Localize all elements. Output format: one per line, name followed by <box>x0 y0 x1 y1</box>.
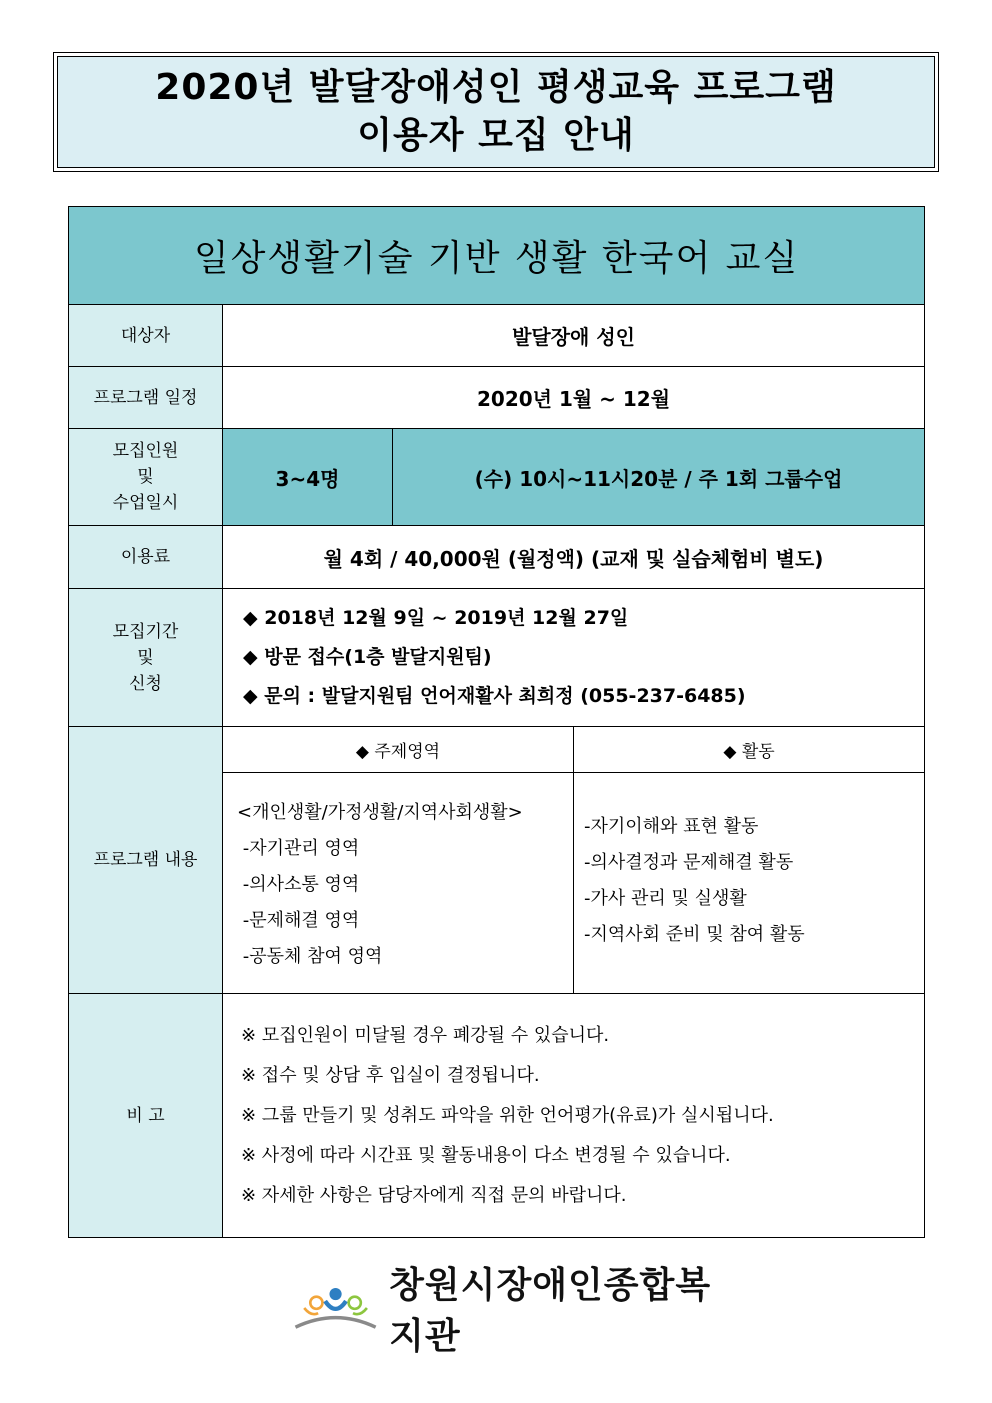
period-label <box>69 589 223 727</box>
note-item: ※ 접수 및 상담 후 입실이 결정됩니다. <box>241 1064 540 1086</box>
notes-label: 비 고 <box>69 994 223 1238</box>
title-line-2: 이용자 모집 안내 <box>357 115 635 156</box>
topic-item: -의사소통 영역 <box>237 874 360 895</box>
topic-item: -공동체 참여 영역 <box>237 946 383 967</box>
period-item: ◆ 방문 접수(1층 발달지원팀) <box>243 646 492 668</box>
note-item: ※ 자세한 사항은 담당자에게 직접 문의 바랍니다. <box>241 1184 627 1206</box>
org-logo-icon <box>292 1278 379 1338</box>
period-label-line: 및 <box>137 647 154 668</box>
activity-header: ◆ 활동 <box>574 727 925 773</box>
program-table <box>68 206 925 1238</box>
recruit-label-line: 및 <box>137 467 154 487</box>
period-label-line: 모집기간 <box>112 621 179 642</box>
topic-header: ◆ 주제영역 <box>223 727 574 773</box>
target-label: 대상자 <box>69 305 223 367</box>
target-value: 발달장애 성인 <box>223 305 925 367</box>
topic-item: <개인생활/가정생활/지역사회생활> <box>237 802 523 823</box>
org-name: 창원시장애인종합복지관 <box>389 1265 712 1357</box>
schedule-value: 2020년 1월 ~ 12월 <box>223 367 925 429</box>
note-item: ※ 그룹 만들기 및 성취도 파악을 위한 언어평가(유료)가 실시됩니다. <box>241 1104 774 1126</box>
content-label: 프로그램 내용 <box>69 727 223 994</box>
note-item: ※ 사정에 따라 시간표 및 활동내용이 다소 변경될 수 있습니다. <box>241 1144 731 1166</box>
program-name: 일상생활기술 기반 생활 한국어 교실 <box>69 207 925 305</box>
org-logo <box>292 1265 732 1357</box>
period-item: ◆ 문의 : 발달지원팀 언어재활사 최희정 (055-237-6485) <box>243 685 746 707</box>
period-item: ◆ 2018년 12월 9일 ~ 2019년 12월 27일 <box>243 607 629 629</box>
activity-item: -지역사회 준비 및 참여 활동 <box>584 924 805 945</box>
topic-item: -문제해결 영역 <box>237 910 360 931</box>
activity-list <box>574 773 925 994</box>
topic-list <box>223 773 574 994</box>
fee-label: 이용료 <box>69 526 223 589</box>
notes-list <box>223 994 925 1238</box>
fee-value: 월 4회 / 40,000원 (월정액) (교재 및 실습체험비 별도) <box>223 526 925 589</box>
recruit-label-line: 수업일시 <box>112 493 179 513</box>
topic-item: -자기관리 영역 <box>237 838 360 859</box>
schedule-label: 프로그램 일정 <box>69 367 223 429</box>
recruit-label <box>69 429 223 526</box>
activity-item: -의사결정과 문제해결 활동 <box>584 852 794 873</box>
title-line-1: 2020년 발달장애성인 평생교육 프로그램 <box>155 67 837 108</box>
title-inner <box>57 56 935 168</box>
recruit-time: (수) 10시~11시20분 / 주 1회 그룹수업 <box>393 429 925 526</box>
activity-item: -자기이해와 표현 활동 <box>584 816 759 837</box>
period-label-line: 신청 <box>129 673 162 694</box>
recruit-count: 3~4명 <box>223 429 393 526</box>
title-box <box>53 52 939 172</box>
activity-item: -가사 관리 및 실생활 <box>584 888 747 909</box>
period-details <box>223 589 925 727</box>
recruit-label-line: 모집인원 <box>112 441 179 461</box>
note-item: ※ 모집인원이 미달될 경우 폐강될 수 있습니다. <box>241 1024 610 1046</box>
